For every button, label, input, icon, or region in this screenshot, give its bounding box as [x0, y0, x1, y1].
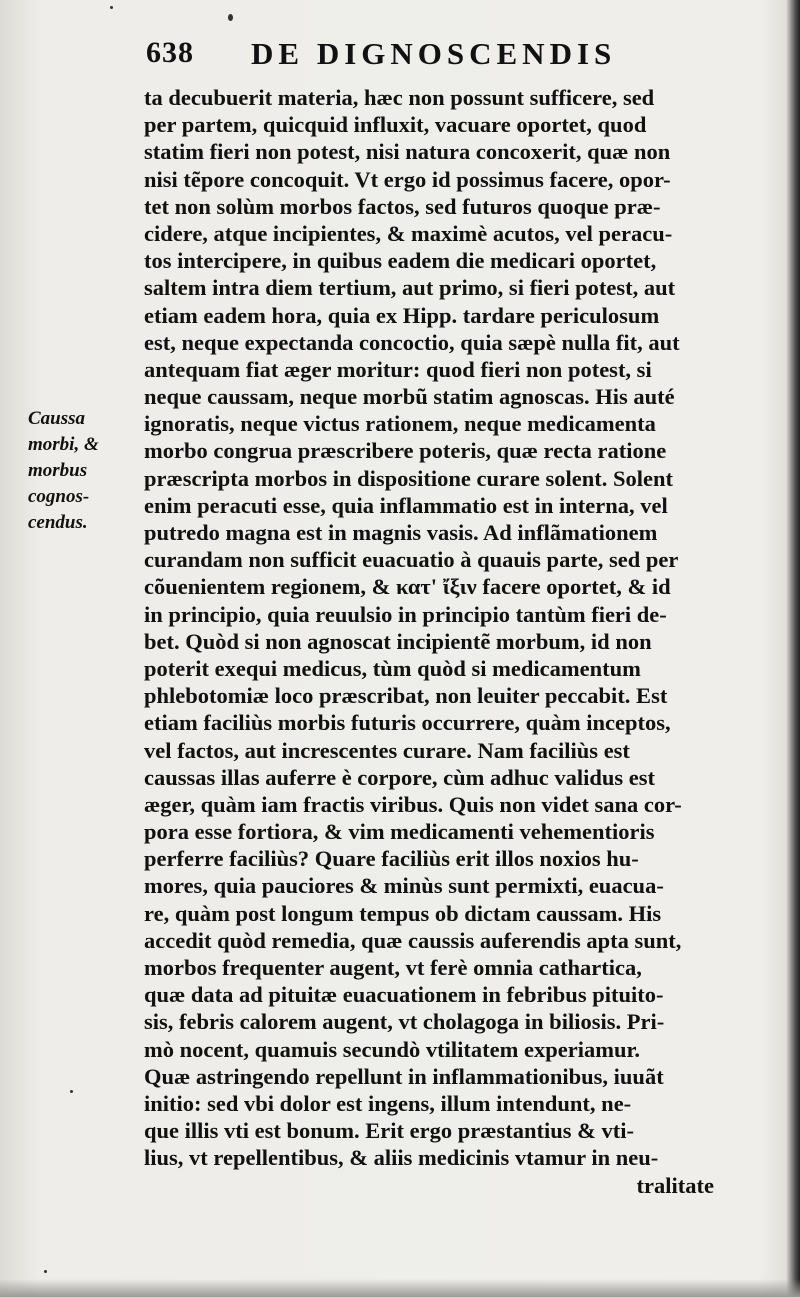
text-line: perferre faciliùs? Quare faciliùs erit illos noxios hu-: [144, 846, 639, 872]
margin-line: cendus.: [28, 512, 88, 533]
text-line: que illis vti est bonum. Erit ergo præstantius & vti-: [144, 1118, 635, 1144]
text-line: neque caussam, neque morbũ statim agnoscas. His auté: [144, 384, 675, 410]
margin-line: Caussa: [28, 408, 86, 429]
catchword: tralitate: [636, 1172, 714, 1198]
text-line: sis, febris calorem augent, vt cholagoga in biliosis. Pri-: [144, 1009, 665, 1035]
text-line: morbos frequenter augent, vt ferè omnia cathartica,: [144, 955, 642, 980]
text-line: æger, quàm iam fractis viribus. Quis non videt sana cor-: [144, 791, 682, 817]
text-line: caussas illas auferre è corpore, cùm adhuc validus est: [144, 764, 656, 790]
text-line: vel factos, aut increscentes curare. Nam faciliùs est: [144, 737, 630, 763]
ink-speck: [70, 1090, 73, 1093]
text-line: saltem intra diem tertium, aut primo, si fieri potest, aut: [144, 275, 676, 301]
page-bottom-shadow: [0, 1279, 800, 1297]
text-line: mores, quia pauciores & minùs sunt permixti, euacua-: [144, 873, 664, 899]
ink-speck: [110, 6, 113, 9]
text-line: enim peracuti esse, quia inflammatio est in interna, vel: [144, 492, 668, 518]
text-line: poterit exequi medicus, tùm quòd si medicamentum: [144, 655, 641, 681]
margin-line: cognos-: [28, 486, 90, 507]
text-line: nisi tẽpore concoquit. Vt ergo id possimus facere, opor-: [144, 166, 671, 192]
margin-line: morbus: [28, 460, 88, 481]
page-header: [146, 36, 666, 86]
text-line: lius, vt repellentibus, & aliis medicinis vtamur in neu-: [144, 1145, 659, 1171]
body-text: [144, 84, 714, 1199]
page-gutter-shadow: [786, 0, 800, 1297]
text-line: initio: sed vbi dolor est ingens, illum intendunt, ne-: [144, 1090, 632, 1116]
text-line: antequam fiat æger moritur: quod fieri non potest, si: [144, 356, 652, 382]
text-line: ignoratis, neque victus rationem, neque medicamenta: [144, 411, 656, 437]
text-line: in principio, quia reuulsio in principio tantùm fieri de-: [144, 601, 667, 627]
margin-line: morbi, &: [28, 434, 99, 455]
text-line: curandam non sufficit euacuatio à quauis parte, sed per: [144, 547, 679, 573]
text-line: tos intercipere, in quibus eadem die medicari oportet,: [144, 248, 657, 274]
text-line: bet. Quòd si non agnoscat incipientẽ morbum, id non: [144, 628, 652, 654]
text-line: quæ data ad pituitæ euacuationem in febribus pituito-: [144, 982, 664, 1008]
ink-speck: [44, 1270, 47, 1273]
text-line: statim fieri non potest, nisi natura concoxerit, quæ non: [144, 139, 671, 165]
text-line: putredo magna est in magnis vasis. Ad inflãmationem: [144, 520, 658, 545]
page-number: 638: [146, 36, 194, 69]
text-line: morbo congrua præscribere poteris, quæ recta ratione: [144, 438, 667, 464]
text-line: pora esse fortiora, & vim medicamenti vehementioris: [144, 819, 655, 845]
marginal-note: [28, 406, 138, 536]
text-line: etiam faciliùs morbis futuris occurrere, quàm inceptos,: [144, 710, 671, 736]
text-line: ta decubuerit materia, hæc non possunt sufficere, sed: [144, 85, 655, 110]
text-line: accedit quòd remedia, quæ caussis auferendis apta sunt,: [144, 927, 682, 953]
text-line: Quæ astringendo repellunt in inflammationibus, iuuãt: [144, 1063, 664, 1089]
text-line: phlebotomiæ loco præscribat, non leuiter peccabit. Est: [144, 683, 668, 709]
text-line: mò nocent, quamuis secundò vtilitatem experiamur.: [144, 1036, 641, 1062]
text-line: tet non solùm morbos factos, sed futuros quoque præ-: [144, 193, 661, 219]
text-line: præscripta morbos in dispositione curare solent. Solent: [144, 465, 673, 491]
text-line: per partem, quicquid influxit, vacuare oportet, quod: [144, 112, 647, 138]
text-line: cõuenientem regionem, & κατ' ἴξιν facere oportet, & id: [144, 574, 671, 600]
running-head: DE DIGNOSCENDIS: [251, 36, 617, 71]
text-line: est, neque expectanda concoctio, quia sæpè nulla fit, aut: [144, 329, 680, 355]
text-line: re, quàm post longum tempus ob dictam caussam. His: [144, 900, 662, 926]
ink-speck: [228, 14, 233, 21]
text-line: etiam eadem hora, quia ex Hipp. tardare periculosum: [144, 302, 660, 328]
text-line: cidere, atque incipientes, & maximè acutos, vel peracu-: [144, 220, 673, 246]
